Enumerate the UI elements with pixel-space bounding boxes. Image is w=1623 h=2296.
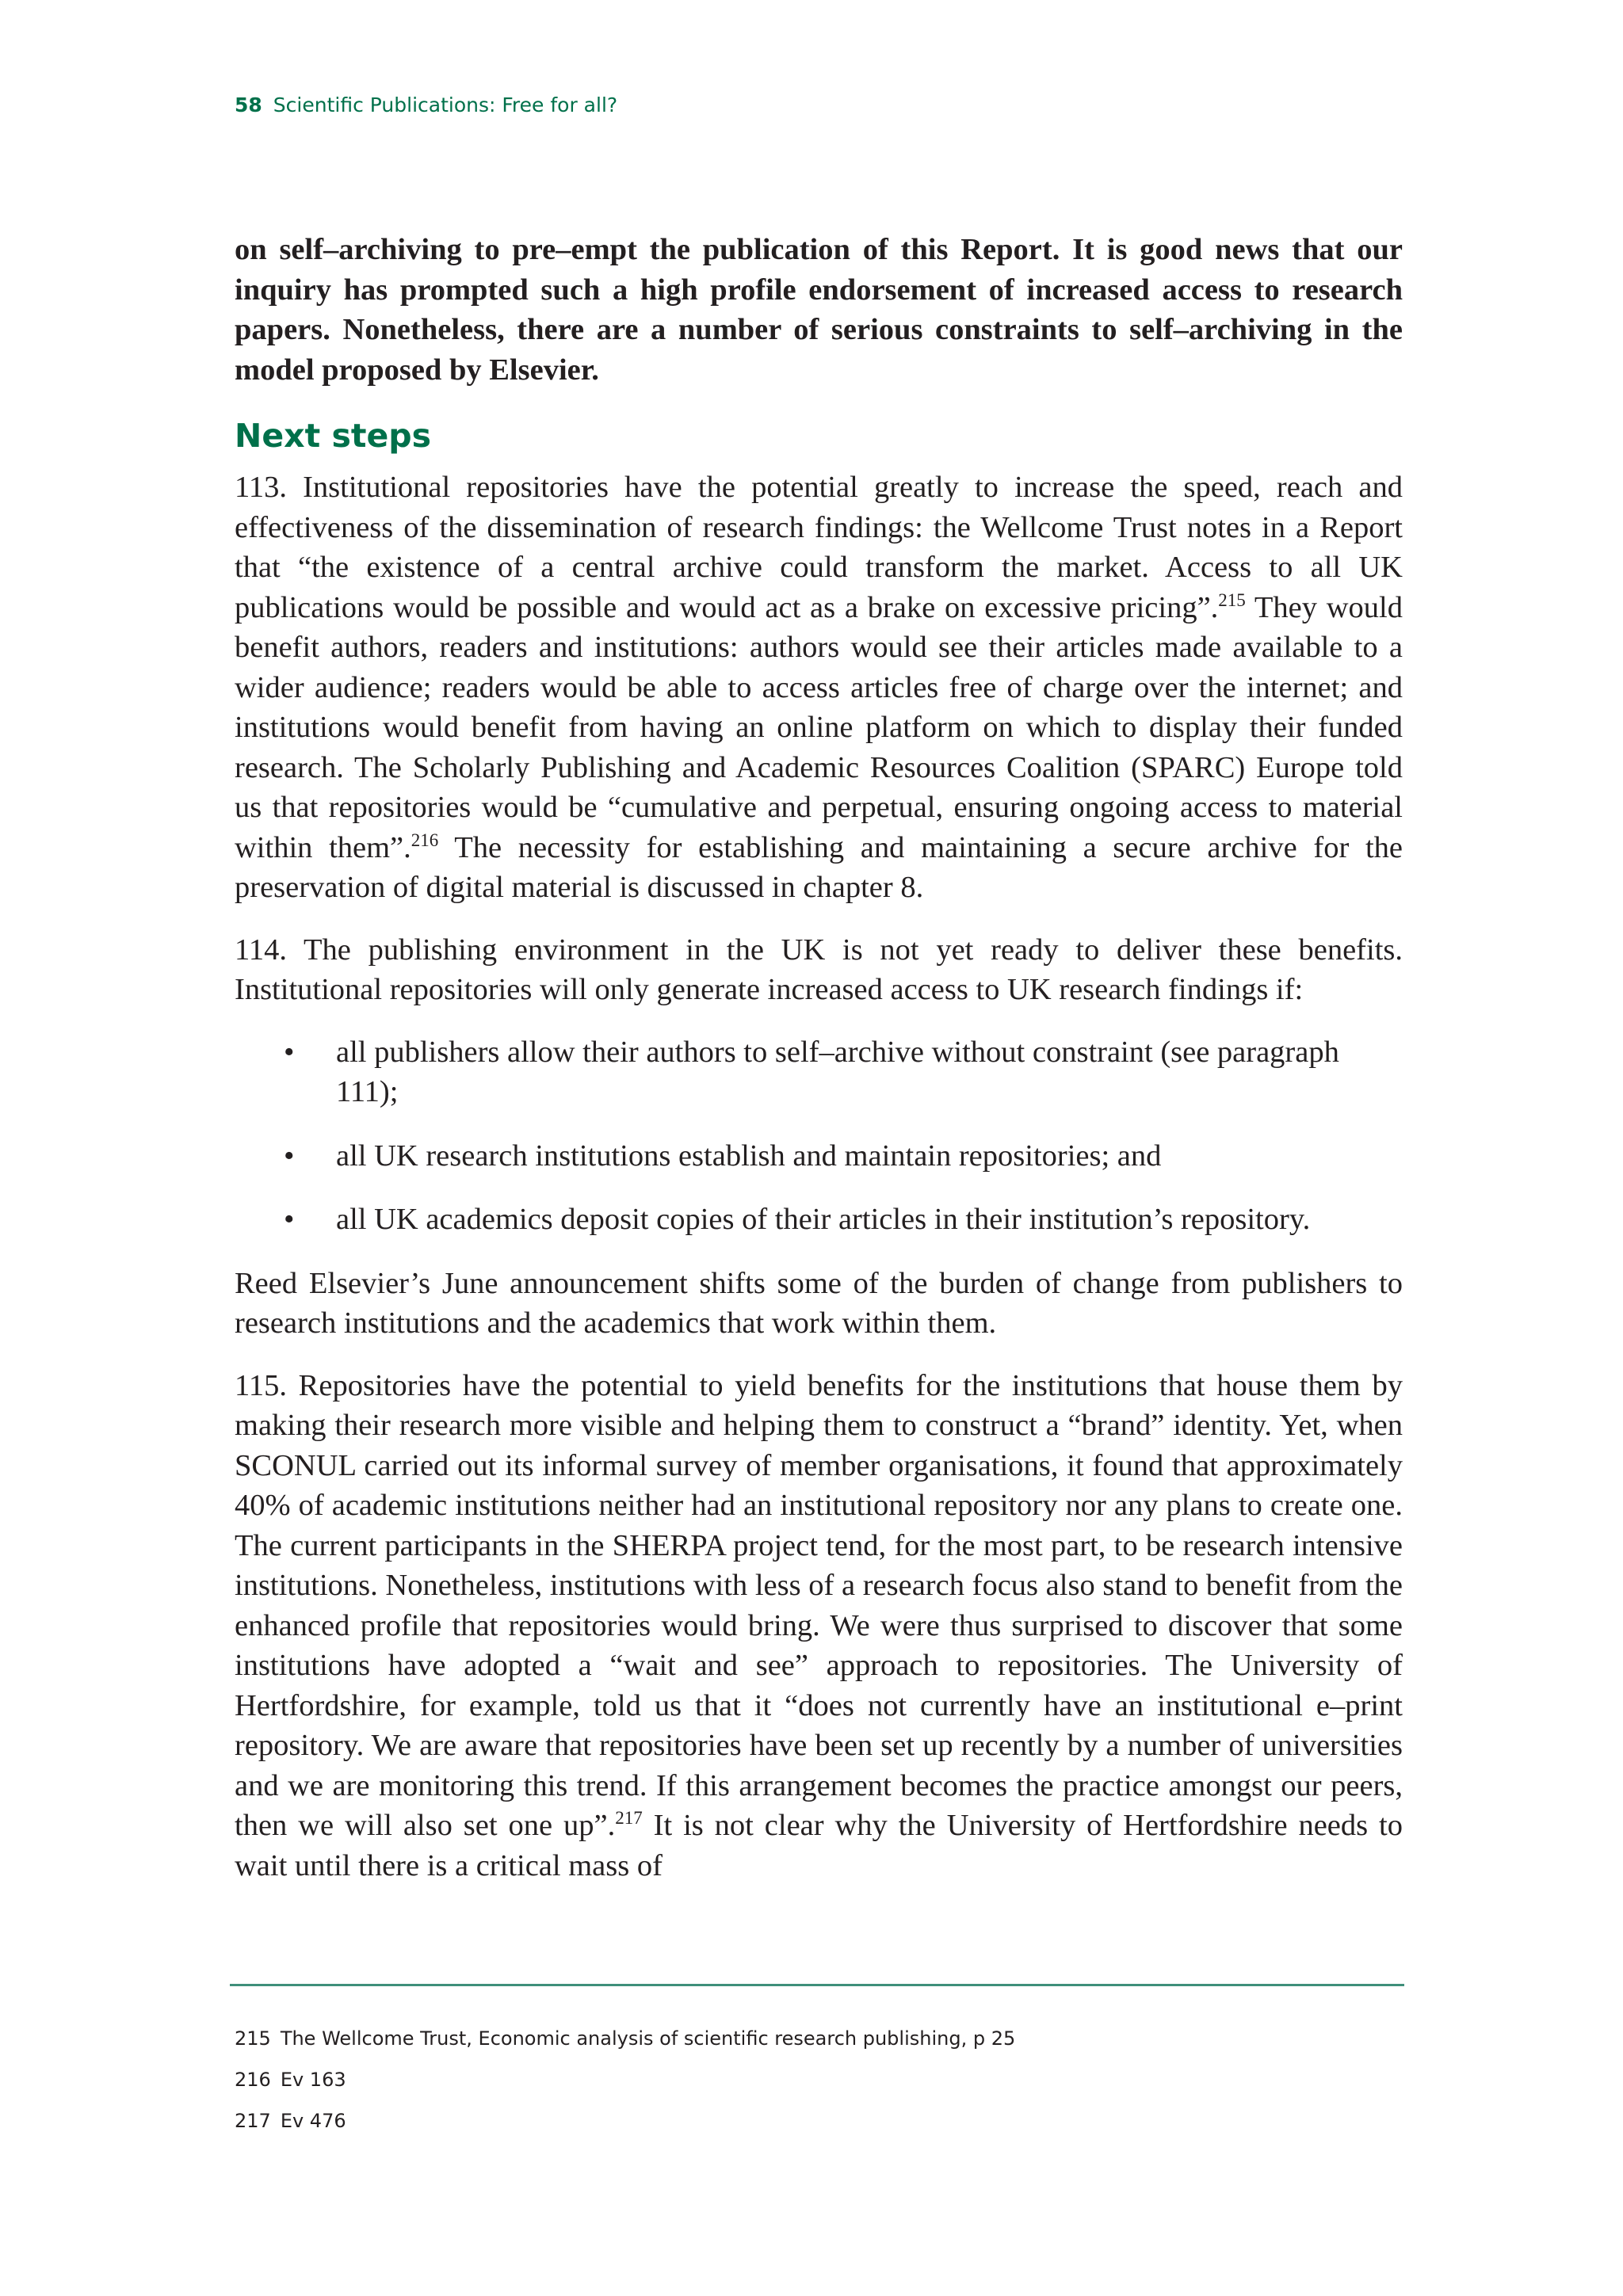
conclusion-paragraph: on self–archiving to pre–empt the publication of this Report. It is good news that our inquiry has prompted such a high profile endorsement of increased access to research papers. Nonetheless, there are a number of serious constraints to self–archiving in the model proposed by Elsevier. [235,233,1403,387]
footnote-216 [235,2068,1015,2092]
paragraph-113-text-2: They would benefit authors, readers and institutions: authors would see their articles made available to a wider audience; readers would be able to access articles free of charge over the internet; and institutions would benefit from having an online platform on which to display their funded research. The Scholarly Publishing and Academic Resources Coalition (SPARC) Europe told us that repositories would be “cumulative and perpetual, ensuring ongoing access to material within them”. [235,590,1403,864]
paragraph-115 [235,1366,1403,1886]
main-content [235,230,1403,1908]
bullet-icon: • [284,1035,295,1069]
paragraph-113-text-1: 113. Institutional repositories have the potential greatly to increase the speed, reach and effectiveness of the dissemination of research findings: the Wellcome Trust notes in a Report that “the existence of a central archive could transform the market. Access to all UK publications would be possible and would act as a brake on excessive pricing”. [235,471,1403,624]
footnotes [235,2027,1015,2150]
list-item-text: all UK research institutions establish and maintain repositories; and [336,1138,1162,1173]
footnote-ref-215[interactable]: 215 [1218,589,1246,610]
footnote-divider [230,1984,1404,1986]
list-item-text: all UK academics deposit copies of their articles in their institution’s repository. [336,1203,1311,1236]
paragraph-114: 114. The publishing environment in the UK is not yet ready to deliver these benefits. Institutional repositories will only generate increased access to UK research findings if: [235,933,1403,1006]
running-title: Scientific Publications: Free for all? [273,93,618,116]
paragraph-115-text-2: It is not clear why the University of Hertfordshire needs to wait until there is a critical mass of [235,1809,1403,1882]
footnote-217 [235,2109,1015,2133]
bullet-icon: • [284,1203,295,1236]
footnote-number: 217 [235,2110,271,2132]
page-number: 58 [235,93,262,116]
paragraph-115-text-1: 115. Repositories have the potential to yield benefits for the institutions that house them by making their research more visible and helping them to construct a “brand” identity. Yet, when SCONUL carried out its informal survey of member organisations, it found that approximately 40% of academic institutions neither had an institutional repository nor any plans to create one. The current participants in the SHERPA project tend, for the most part, to be research intensive institutions. Nonetheless, institutions with less of a research focus also stand to benefit from the enhanced profile that repositories would bring. We were thus surprised to discover that some institutions have adopted a “wait and see” approach to repositories. The University of Hertfordshire, for example, told us that it “does not currently have an institutional e–print repository. We are aware that repositories have been set up recently by a number of universities and we are monitoring this trend. If this arrangement becomes the practice amongst our peers, then we will also set one up”. [235,1368,1403,1842]
bullet-icon: • [284,1138,295,1173]
running-header [235,93,617,116]
footnote-text: Ev 163 [280,2069,346,2091]
paragraph-114-followup: Reed Elsevier’s June announcement shifts some of the burden of change from publishers to research institutions and the academics that work within them. [235,1266,1403,1340]
footnote-ref-217[interactable]: 217 [615,1808,643,1828]
paragraph-113-text-3: The necessity for establishing and maintaining a secure archive for the preservation of digital material is discussed in chapter 8. [235,830,1403,904]
footnote-number: 215 [235,2027,271,2050]
footnote-text: Ev 476 [280,2110,346,2132]
list-item-text: all publishers allow their authors to self–archive without constraint (see paragraph 111); [336,1035,1339,1108]
conditions-list [235,1032,1403,1240]
footnote-number: 216 [235,2069,271,2091]
list-item [235,1032,1403,1112]
section-heading: Next steps [235,417,432,455]
footnote-text: The Wellcome Trust, Economic analysis of scientific research publishing, p 25 [280,2027,1016,2050]
footnote-215 [235,2027,1015,2050]
list-item [235,1199,1403,1240]
paragraph-113 [235,467,1403,908]
footnote-ref-216[interactable]: 216 [411,830,439,850]
list-item [235,1136,1403,1177]
